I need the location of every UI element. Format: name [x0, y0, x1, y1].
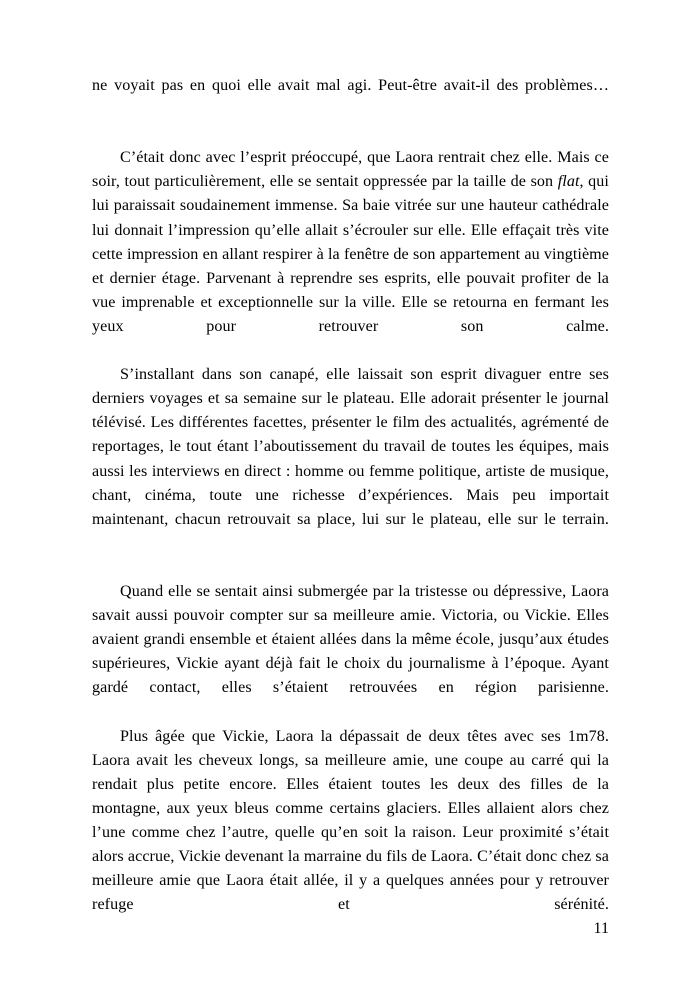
paragraph-laora-rentrait — [92, 146, 609, 363]
emphasis-flat: flat — [557, 173, 580, 191]
text-column — [92, 74, 609, 941]
page-number: 11 — [593, 920, 609, 937]
paragraph-text-before-emphasis: C’était donc avec l’esprit préoccupé, que Laora rentrait chez elle. Mais ce soir, tout particulièrement, elle se sentait oppressée par la taille de son — [92, 149, 609, 191]
paragraph-vickie: Quand elle se sentait ainsi submergée par la tristesse ou dépressive, Laora savait aussi pouvoir compter sur sa meilleure amie. Victoria, ou Vickie. Elles avaient grandi ensemble et étaient allées dans la même école, jusqu’aux études supérieures, Vickie ayant déjà fait le choix du journalisme à l’époque. Ayant gardé contact, elles s’étaient retrouvées en région parisienne. — [92, 582, 609, 697]
paragraph-continuation: ne voyait pas en quoi elle avait mal agi. Peut-être avait-il des problèmes… — [92, 77, 609, 94]
paragraph-plus-agee: Plus âgée que Vickie, Laora la dépassait de deux têtes avec ses 1m78. Laora avait les cheveux longs, sa meilleure amie, une coupe au carré qui la rendait plus petite encore. Elles étaient toutes les deux des filles de la montagne, aux yeux bleus comme certains glaciers. Elles allaient alors chez l’une comme chez l’autre, quelle qu’en soit la raison. Leur proximité s’était alors accrue, Vickie devenant la marraine du fils de Laora. C’était donc chez sa meilleure amie que Laora était allée, il y a quelques années pour y retrouver refuge et sérénité. — [92, 727, 609, 914]
paragraph-canape: S’installant dans son canapé, elle laissait son esprit divaguer entre ses derniers voyages et sa semaine sur le plateau. Elle adorait présenter le journal télévisé. Les différentes facettes, présenter le film des actualités, agrémenté de reportages, le tout étant l’aboutissement du travail de toutes les équipes, mais aussi les interviews en direct : homme ou femme politique, artiste de musique, chant, cinéma, toute une richesse d’expériences. Mais peu importait maintenant, chacun retrouvait sa place, lui sur le plateau, elle sur le terrain. — [92, 366, 609, 528]
paragraph-text-after-emphasis: , qui lui paraissait soudainement immense. Sa baie vitrée sur une hauteur cathédrale lui donnait l’impression qu’elle allait s’écrouler sur elle. Elle effaçait très vite cette impression en allant respirer à la fenêtre de son appartement au vingtième et dernier étage. Parvenant à reprendre ses esprits, elle pouvait profiter de la vue imprenable et exceptionnelle sur la ville. Elle se retourna en fermant les yeux pour retrouver son calme. — [92, 173, 609, 335]
